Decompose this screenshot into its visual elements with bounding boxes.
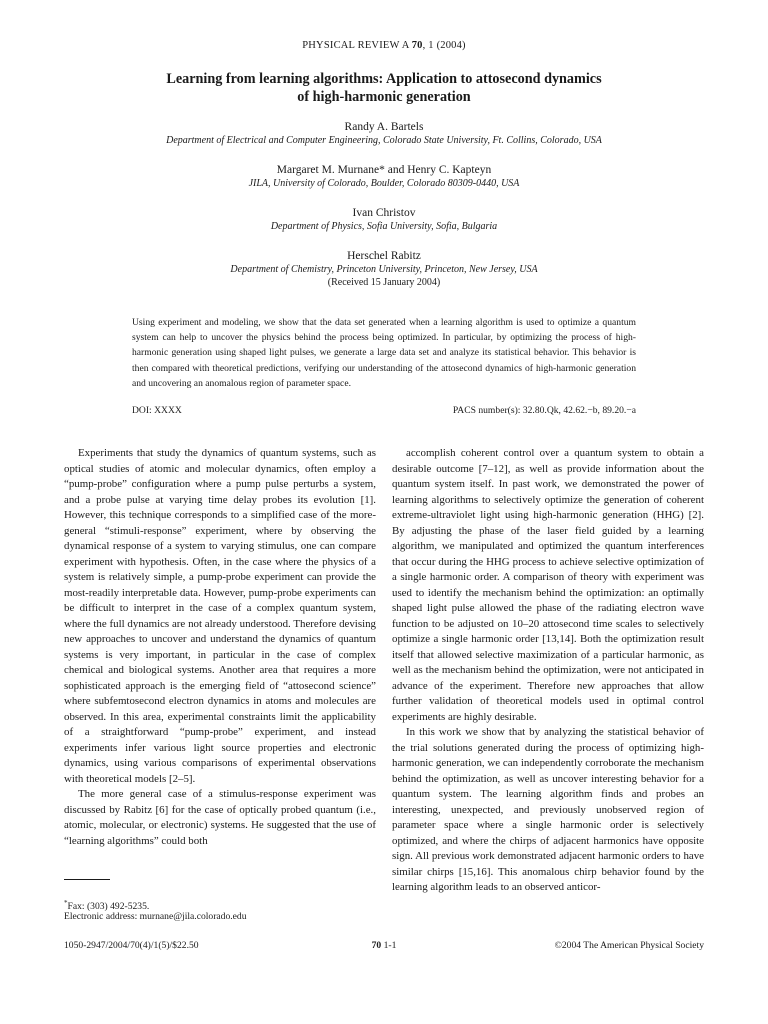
journal-issue-year: , 1 (2004) <box>422 40 466 51</box>
author-name: Randy A. Bartels <box>344 121 424 133</box>
body-column-right <box>392 446 704 893</box>
footnote-rule <box>64 879 110 880</box>
footer-copyright: ©2004 The American Physical Society <box>554 940 704 951</box>
journal-volume: 70 <box>411 40 423 51</box>
running-head <box>0 40 768 51</box>
footnote-fax: *Fax: (303) 492-5235. <box>64 899 150 913</box>
author-block <box>84 206 684 233</box>
body-paragraph: The more general case of a stimulus-response experiment was discussed by Rabitz [6] for the case of optically probed quantum (i.e., atomic, molecular, or electronic) systems. He suggested that the use of “learning algorithms” could both <box>64 788 376 847</box>
author-block <box>84 249 684 289</box>
author-name: Margaret M. Murnane* and Henry C. Kapteyn <box>276 164 492 176</box>
pacs-numbers: PACS number(s): 32.80.Qk, 42.62.−b, 89.20.−a <box>452 405 636 416</box>
author-affiliation: Department of Electrical and Computer Engineering, Colorado State University, Ft. Collins, Colorado, USA <box>166 135 602 146</box>
author-block <box>84 120 684 147</box>
body-paragraph: accomplish coherent control over a quantum system to obtain a desirable outcome [7–12], as well as provide information about the quantum system itself. In past work, we demonstrated the power of learning algorithms to selectively optimize the generation of coherent extreme-ultraviolet light using high-harmonic generation (HHG) [2]. By adjusting the phase of the laser field guided by a learning algorithm, we manipulated and optimized the quantum interferences that occur during the HHG process to achieve selective optimization of a single harmonic order. A comparison of theory with experiment was used to identify the mechanism behind the optimization: an optimally shaped light pulse allowed the phase of the radiating electron wave function to be adjusted on 10–20 attosecond time scales to selectively optimize a single harmonic order [13,14]. Both the optimization result itself that allowed selective maximization of a particular harmonic, as well as the mechanism behind the optimization, were not anticipated in advance of the experiment. Therefore new approaches that allow further validation of theoretical models used in optimal control experiments are highly desirable. <box>392 447 704 723</box>
author-affiliation: Department of Chemistry, Princeton University, Princeton, New Jersey, USA <box>230 264 538 275</box>
abstract: Using experiment and modeling, we show that the data set generated when a learning algorithm is used to optimize a quantum system can help to uncover the physics behind the process being optimized. In particular, by optimizing the process of high-harmonic generation using shaped light pulses, we generate a large data set and analyze its statistical behavior. This behavior is then compared with theoretical predictions, verifying our understanding of the attosecond dynamics of high-harmonic generation and uncovering an anomalous region of parameter space. <box>132 317 636 389</box>
author-name: Herschel Rabitz <box>347 250 421 262</box>
footnote-marker: * <box>64 899 68 907</box>
author-affiliation: JILA, University of Colorado, Boulder, Colorado 80309-0440, USA <box>248 178 520 189</box>
author-block <box>84 163 684 190</box>
body-paragraph: Experiments that study the dynamics of quantum systems, such as optical studies of atomic and molecular dynamics, often employ a “pump-probe” configuration where a pump pulse perturbs a system, and a probe pulse at varying time delay probes its evolution [1]. However, this technique corresponds to a simplified case of the more-general “stimuli-response” experiment, where by observing the dynamical response of a system to varying stimulus, one can compare experiment with hypothesis. Often, in the case where the physics of a system is relatively simple, a pump-probe experiment can provide the most-readily interpretable data. However, pump-probe experiments can be difficult to interpret in the case of a complex quantum system, where the full dynamics are not already understood. Therefore devising new approaches to uncover and understand the dynamics of quantum systems is very important, in particular in the case of complex chemical and biological systems. Another area that requires a more sophisticated approach is the emerging field of “attosecond science” where subfemtosecond electron dynamics in atoms and molecules are observed. In this area, experimental constraints limit the applicability of a straightforward “pump-probe” experiment, and instead experiments infer various light source properties and electronic dynamics, using various comparisons of experimental observations with theoretical models [2–5]. <box>64 447 376 785</box>
body-paragraph: In this work we show that by analyzing the statistical behavior of the trial solutions generated during the process of optimizing high-harmonic generation, we can independently corroborate the mechanism behind the optimization, as well as uncover interesting behavior for a quantum system. The learning algorithm finds and probes an interesting, unexpected, and previously unobserved region of parameter space where a single harmonic order is selectively optimized, and where the chirps of adjacent harmonics have opposite sign. All previous work demonstrated adjacent harmonic orders to have similar chirps [15,16]. This anomalous chirp behavior found by the learning algorithm leads to an observed anticor- <box>392 726 704 893</box>
paper-title <box>84 70 684 106</box>
footnote-email: Electronic address: murnane@jila.colorado.edu <box>64 911 247 922</box>
title-line: Learning from learning algorithms: Application to attosecond dynamics <box>166 71 602 87</box>
author-affiliation: Department of Physics, Sofia University, Sofia, Bulgaria <box>270 221 498 232</box>
footer-page-number: 70 1-1 <box>371 940 397 951</box>
journal-name: PHYSICAL REVIEW A <box>302 40 409 51</box>
title-line: of high-harmonic generation <box>297 89 471 105</box>
author-name: Ivan Christov <box>352 207 416 219</box>
footer-issn: 1050-2947/2004/70(4)/1(5)/$22.50 <box>64 940 199 951</box>
received-date: (Received 15 January 2004) <box>327 277 441 288</box>
doi: DOI: XXXX <box>132 405 182 416</box>
body-column-left <box>64 446 376 864</box>
